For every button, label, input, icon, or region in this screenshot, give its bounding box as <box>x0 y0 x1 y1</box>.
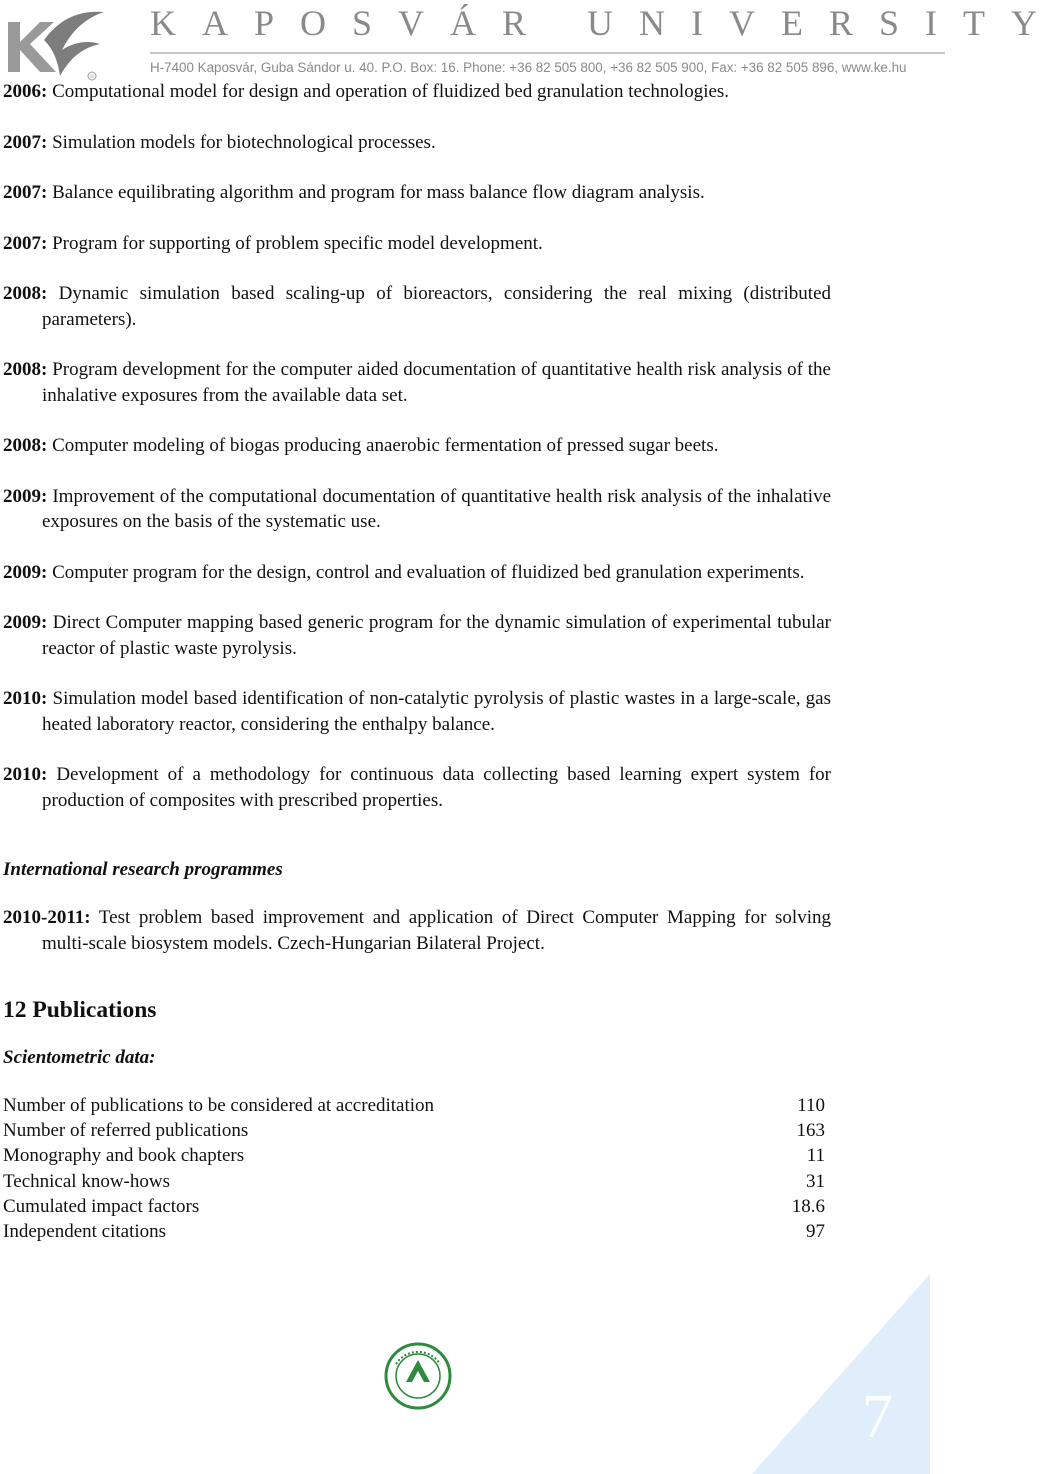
list-item <box>3 484 831 535</box>
entry-text: Computer program for the design, control and evaluation of fluidized bed granulation experiments. <box>52 561 805 583</box>
entry-year: 2009: <box>3 561 48 583</box>
table-row <box>3 1118 825 1143</box>
page-number: 7 <box>862 1383 893 1451</box>
entry-year: 2008: <box>3 435 48 456</box>
list-item <box>3 686 831 737</box>
stat-label: Technical know-hows <box>3 1170 170 1192</box>
entry-text: Dynamic simulation based scaling-up of bioreactors, considering the real mixing (distributed parameters). <box>42 283 831 330</box>
entry-text: Test problem based improvement and application of Direct Computer Mapping for solving multi-scale biosystem models. Czech-Hungarian Bilateral Project. <box>42 907 831 954</box>
table-row <box>3 1143 825 1168</box>
table-row <box>3 1194 825 1219</box>
stat-label: Independent citations <box>3 1221 167 1243</box>
list-item <box>3 357 831 408</box>
project-list <box>3 79 831 813</box>
entry-text: Computational model for design and operation of fluidized bed granulation technologies. <box>52 81 730 102</box>
scientometric-table <box>3 1093 831 1244</box>
entry-year: 2007: <box>3 182 48 203</box>
table-row <box>3 1219 825 1244</box>
entry-year: 2009: <box>3 612 48 633</box>
stat-value: 110 <box>797 1095 825 1116</box>
university-logo-icon <box>0 0 112 84</box>
entry-year: 2010: <box>3 688 48 709</box>
entry-text: Simulation models for biotechnological processes. <box>52 131 436 153</box>
entry-text: Development of a methodology for continuous data collecting based learning expert system for production of composites with prescribed properties. <box>42 764 831 811</box>
entry-text: Program development for the computer aided documentation of quantitative health risk analysis of the inhalative exposures from the available data set. <box>42 359 831 406</box>
stat-value: 97 <box>806 1221 825 1243</box>
stat-value: 11 <box>806 1145 825 1167</box>
entry-text: Direct Computer mapping based generic program for the dynamic simulation of experimental tubular reactor of plastic waste pyrolysis. <box>42 612 831 659</box>
list-item <box>3 905 831 956</box>
list-item <box>3 79 831 105</box>
entry-year: 2010-2011: <box>3 907 91 928</box>
document-body <box>3 79 831 1244</box>
corner-decoration <box>752 1274 930 1474</box>
list-item <box>3 610 831 661</box>
entry-year: 2008: <box>3 283 48 304</box>
scientometric-heading: Scientometric data: <box>3 1047 156 1068</box>
entry-text: Improvement of the computational documentation of quantitative health risk analysis of the inhalative exposures on the basis of the systematic use. <box>42 485 832 532</box>
stat-value: 18.6 <box>791 1195 825 1217</box>
university-name: KAPOSVÁR UNIVERSITY <box>150 3 1063 43</box>
svg-text:R: R <box>90 74 94 81</box>
entry-text: Program for supporting of problem specific model development. <box>52 232 543 254</box>
entry-year: 2006: <box>3 81 48 102</box>
list-item <box>3 281 831 332</box>
entry-year: 2008: <box>3 359 48 380</box>
entry-year: 2007: <box>3 131 48 153</box>
list-item <box>3 762 831 813</box>
list-item <box>3 130 831 156</box>
list-item <box>3 231 831 257</box>
entry-text: Simulation model based identification of non-catalytic pyrolysis of plastic wastes in a large-scale, gas heated laboratory reactor, considering the enthalpy balance. <box>42 688 832 735</box>
certification-seal-icon <box>384 1342 452 1410</box>
stat-value: 163 <box>796 1120 825 1142</box>
list-item <box>3 180 831 206</box>
stat-label: Cumulated impact factors <box>3 1195 200 1217</box>
table-row <box>3 1169 825 1194</box>
entry-year: 2007: <box>3 232 48 254</box>
list-item <box>3 560 831 586</box>
publications-heading: 12 Publications <box>3 997 157 1023</box>
stat-value: 31 <box>806 1170 825 1192</box>
entry-year: 2009: <box>3 485 48 507</box>
header-divider <box>150 52 945 54</box>
stat-label: Number of publications to be considered at accreditation <box>3 1095 435 1116</box>
list-item <box>3 433 831 459</box>
entry-text: Computer modeling of biogas producing anaerobic fermentation of pressed sugar beets. <box>52 435 719 456</box>
stat-label: Monography and book chapters <box>3 1145 245 1167</box>
university-address: H-7400 Kaposvár, Guba Sándor u. 40. P.O. Box: 16. Phone: +36 82 505 800, +36 82 505 900, Fax: +36 82 505 896, www.ke.hu <box>150 60 907 75</box>
entry-text: Balance equilibrating algorithm and program for mass balance flow diagram analysis. <box>52 182 705 203</box>
stat-label: Number of referred publications <box>3 1120 249 1142</box>
letterhead <box>0 0 1063 84</box>
table-row <box>3 1093 825 1118</box>
entry-year: 2010: <box>3 764 48 785</box>
international-heading: International research programmes <box>3 859 283 880</box>
